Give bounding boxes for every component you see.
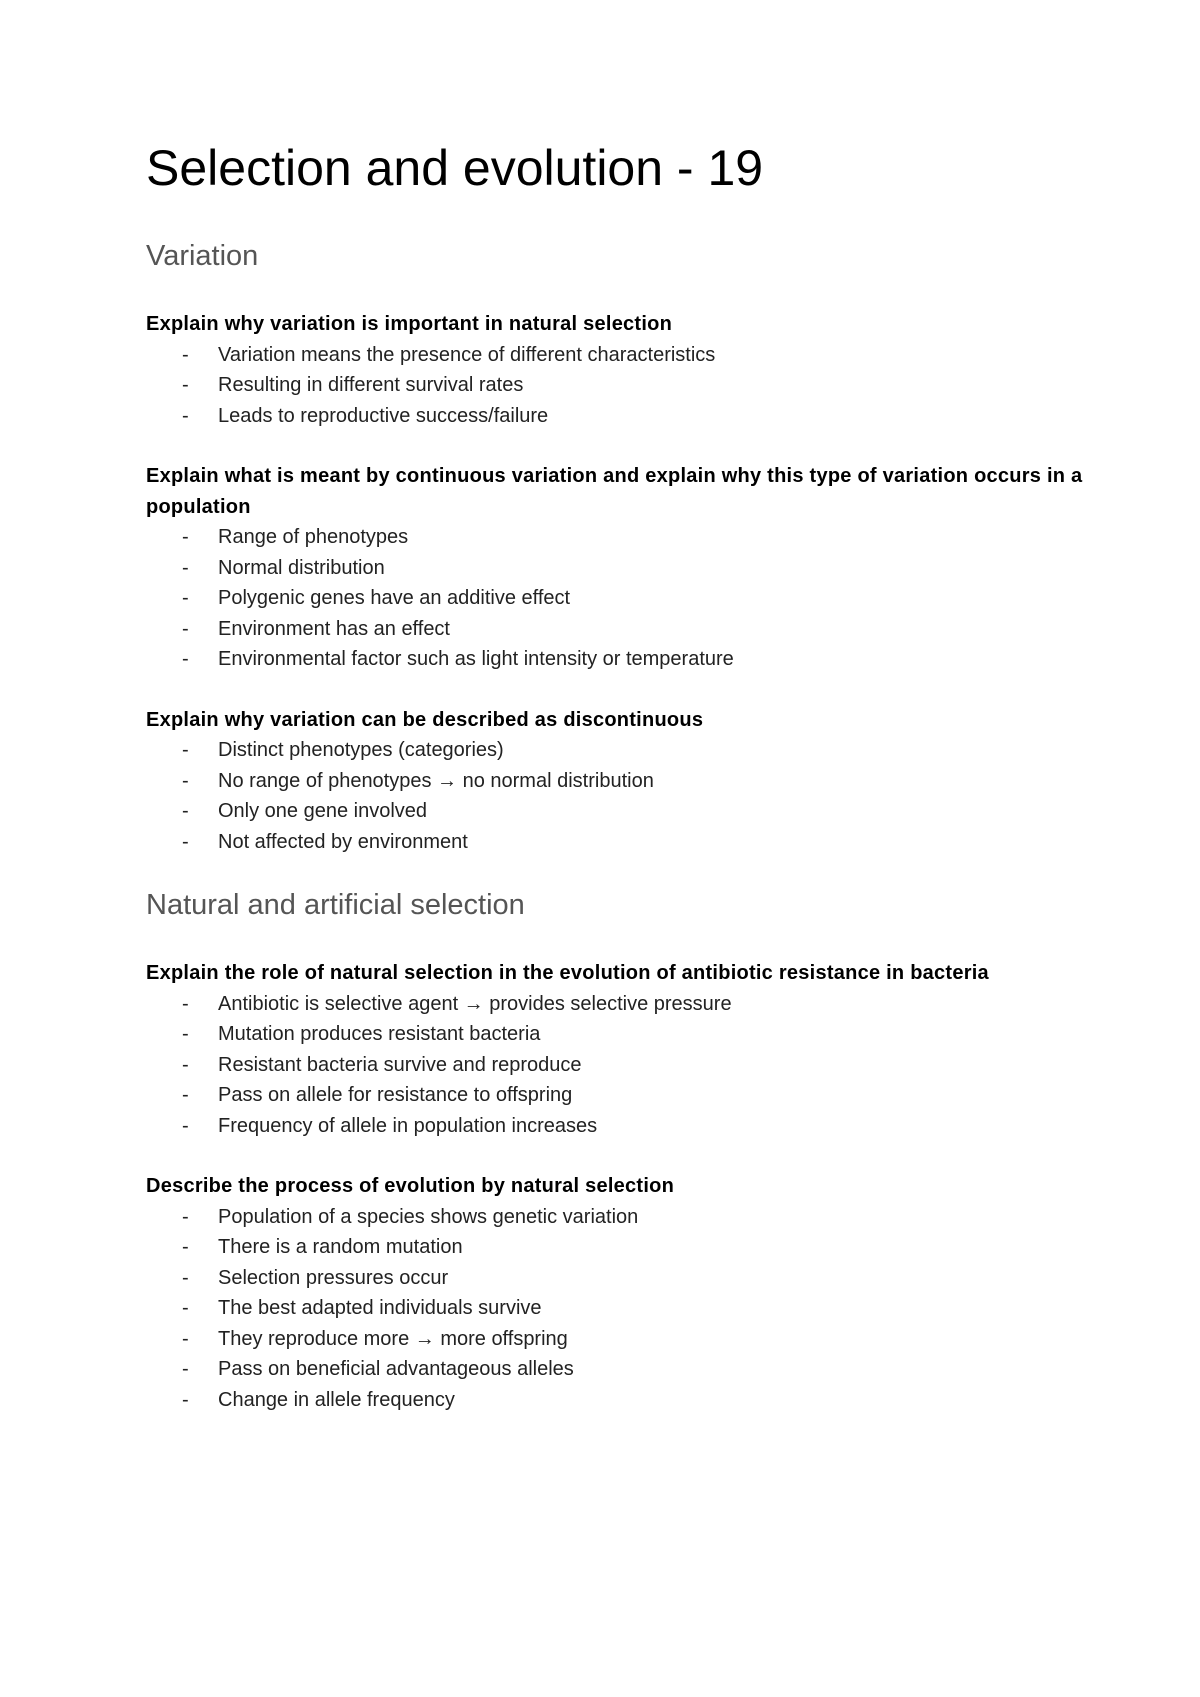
dash-bullet: -: [182, 648, 189, 670]
dash-bullet: -: [182, 1053, 189, 1076]
answer-item: [146, 522, 1086, 553]
answer-text: Mutation produces resistant bacteria: [218, 1023, 541, 1045]
question-heading: Describe the process of evolution by natural selection: [146, 1175, 675, 1197]
answer-item: [146, 553, 1086, 584]
answer-item: [146, 1232, 1086, 1263]
dash-bullet: -: [182, 374, 189, 396]
answer-text: Selection pressures occur: [218, 1266, 449, 1289]
answer-item: [146, 583, 1086, 614]
answer-text: No range of phenotypes → no normal distribution: [218, 769, 654, 792]
answer-item: [146, 340, 1086, 371]
answer-text: The best adapted individuals survive: [218, 1297, 542, 1319]
answer-text: Environmental factor such as light intensity or temperature: [218, 648, 734, 670]
answer-item: [146, 1293, 1086, 1324]
answer-text: Polygenic genes have an additive effect: [218, 587, 571, 609]
document-body: [146, 238, 1086, 1415]
answer-text: Pass on beneficial advantageous alleles: [218, 1358, 574, 1380]
answer-list: [146, 735, 1086, 857]
answer-item: [146, 1050, 1086, 1081]
answer-item: [146, 1019, 1086, 1050]
dash-bullet: -: [182, 1358, 189, 1380]
section-heading: Variation: [146, 240, 259, 272]
answer-item: [146, 827, 1086, 858]
question-heading: Explain the role of natural selection in the evolution of antibiotic resistance in bacteria: [146, 962, 989, 984]
dash-bullet: -: [182, 1023, 189, 1045]
question-block: [146, 705, 1086, 858]
section-heading: Natural and artificial selection: [146, 889, 525, 921]
answer-text: They reproduce more → more offspring: [218, 1327, 568, 1350]
answer-item: [146, 370, 1086, 401]
answer-text: Population of a species shows genetic variation: [218, 1205, 639, 1228]
dash-bullet: -: [182, 739, 189, 761]
question-block: [146, 1171, 1086, 1415]
answer-item: [146, 614, 1086, 645]
answer-list: [146, 340, 1086, 432]
answer-text: Environment has an effect: [218, 617, 450, 640]
answer-item: [146, 796, 1086, 827]
answer-text: Resistant bacteria survive and reproduce: [218, 1053, 582, 1076]
answer-text: Pass on allele for resistance to offspring: [218, 1084, 573, 1106]
answer-text: Antibiotic is selective agent → provides selective pressure: [218, 992, 732, 1015]
answer-item: [146, 989, 1086, 1020]
answer-item: [146, 1263, 1086, 1294]
answer-item: [146, 1385, 1086, 1416]
answer-item: [146, 401, 1086, 432]
question-heading: Explain what is meant by continuous variation and explain why this type of variation occurs in a population: [146, 465, 1083, 518]
answer-item: [146, 1354, 1086, 1385]
dash-bullet: -: [182, 1266, 189, 1289]
dash-bullet: -: [182, 587, 189, 609]
answer-item: [146, 1324, 1086, 1355]
dash-bullet: -: [182, 769, 189, 792]
question-heading: Explain why variation can be described as discontinuous: [146, 708, 704, 731]
question-block: [146, 309, 1086, 431]
dash-bullet: -: [182, 830, 189, 853]
dash-bullet: -: [182, 800, 189, 822]
answer-item: [146, 1080, 1086, 1111]
question-block: [146, 461, 1086, 675]
answer-list: [146, 522, 1086, 675]
dash-bullet: -: [182, 1388, 189, 1411]
question-heading: Explain why variation is important in natural selection: [146, 313, 673, 335]
answer-list: [146, 1202, 1086, 1416]
answer-list: [146, 989, 1086, 1142]
answer-text: Normal distribution: [218, 556, 385, 579]
dash-bullet: -: [182, 1236, 189, 1258]
dash-bullet: -: [182, 992, 189, 1015]
answer-text: Distinct phenotypes (categories): [218, 739, 504, 761]
answer-item: [146, 1111, 1086, 1142]
answer-text: Resulting in different survival rates: [218, 374, 524, 396]
dash-bullet: -: [182, 343, 189, 366]
dash-bullet: -: [182, 1084, 189, 1106]
answer-item: [146, 644, 1086, 675]
dash-bullet: -: [182, 526, 189, 548]
section: [146, 238, 1086, 857]
answer-item: [146, 1202, 1086, 1233]
document-page: [146, 138, 1086, 1415]
document-title: Selection and evolution - 19: [146, 140, 764, 196]
dash-bullet: -: [182, 1297, 189, 1319]
answer-text: There is a random mutation: [218, 1236, 463, 1258]
answer-text: Change in allele frequency: [218, 1388, 455, 1411]
answer-text: Leads to reproductive success/failure: [218, 404, 549, 427]
dash-bullet: -: [182, 1205, 189, 1228]
section: [146, 887, 1086, 1415]
dash-bullet: -: [182, 617, 189, 640]
answer-item: [146, 766, 1086, 797]
answer-text: Range of phenotypes: [218, 526, 409, 548]
dash-bullet: -: [182, 556, 189, 579]
answer-text: Not affected by environment: [218, 830, 468, 853]
answer-text: Only one gene involved: [218, 800, 428, 822]
dash-bullet: -: [182, 1327, 189, 1350]
question-block: [146, 958, 1086, 1141]
answer-text: Frequency of allele in population increases: [218, 1114, 598, 1137]
answer-item: [146, 735, 1086, 766]
answer-text: Variation means the presence of different characteristics: [218, 343, 716, 366]
dash-bullet: -: [182, 404, 189, 427]
dash-bullet: -: [182, 1114, 189, 1137]
